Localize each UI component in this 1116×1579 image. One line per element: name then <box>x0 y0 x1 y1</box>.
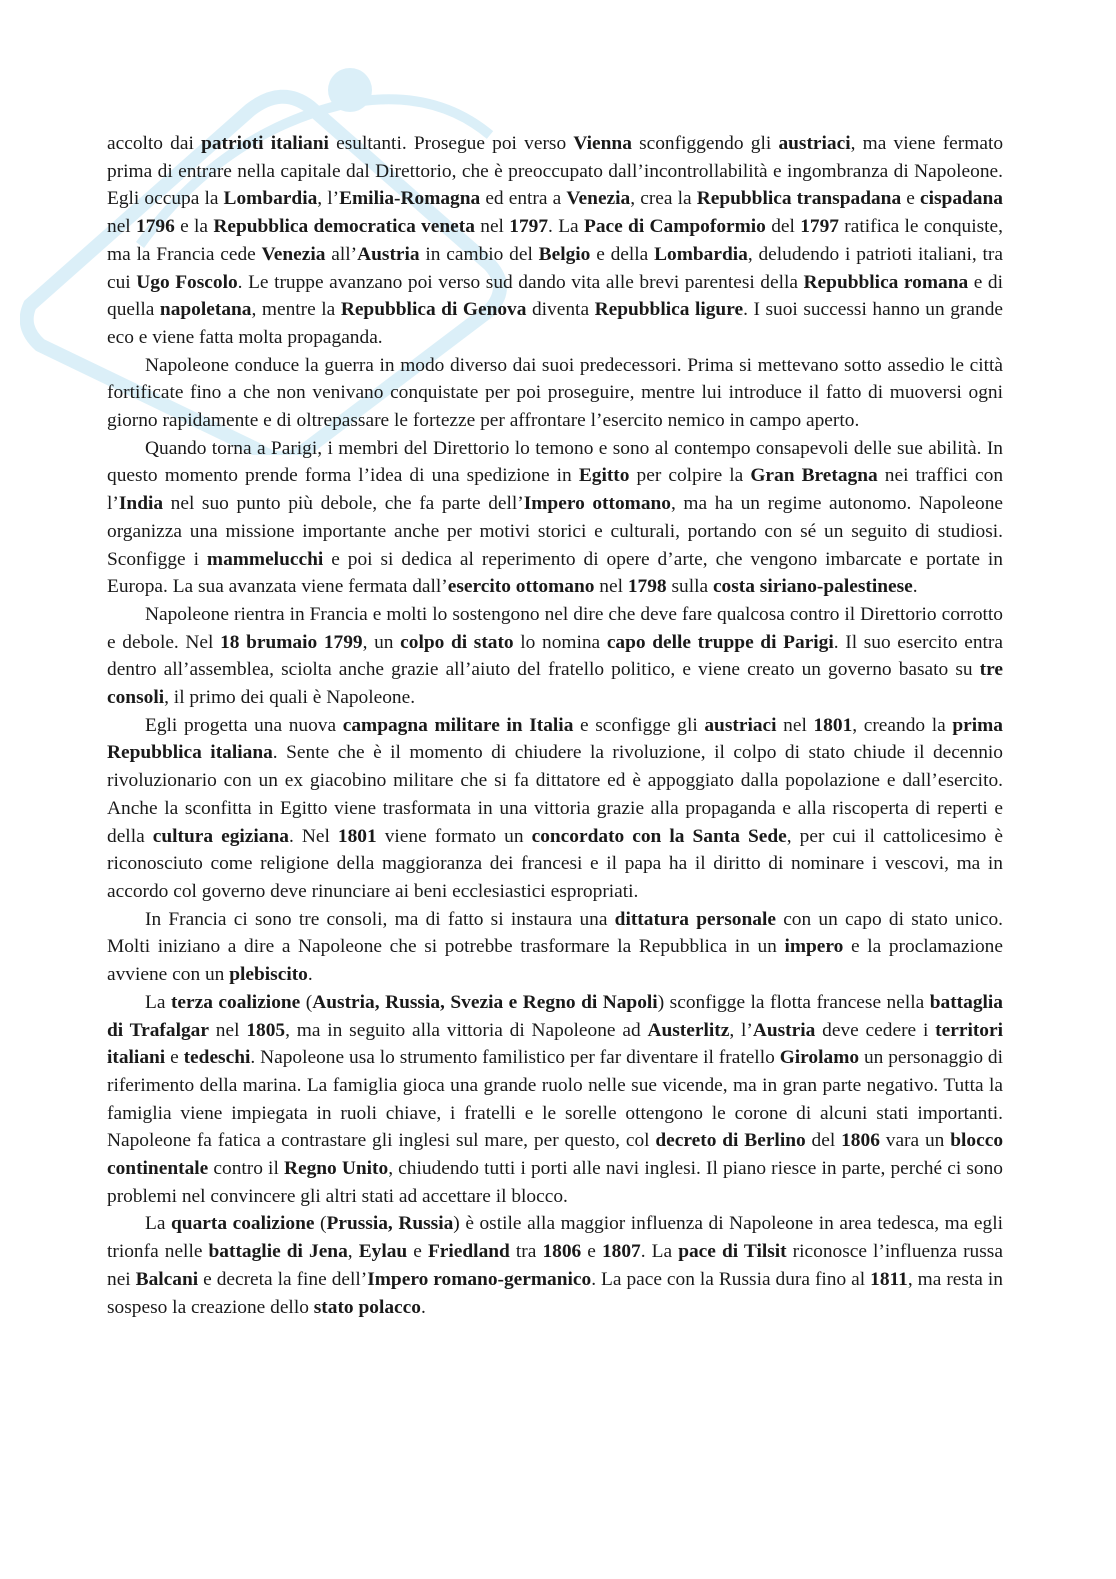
bold-term: 1796 <box>136 216 175 238</box>
text-run: nel suo punto più debole, che fa parte dell’ <box>163 493 524 515</box>
text-run: sconfiggendo gli <box>631 133 779 154</box>
paragraph <box>107 435 1003 601</box>
bold-term: Austerlitz <box>647 1019 730 1041</box>
bold-term: Girolamo <box>779 1047 860 1069</box>
bold-term: austriaci <box>778 133 851 154</box>
bold-term: 1806 <box>841 1130 880 1152</box>
bold-term: 1798 <box>627 576 667 598</box>
bold-term: tre consoli <box>107 659 1003 709</box>
bold-term: Austria <box>752 1019 816 1041</box>
bold-term: mammelucchi <box>206 548 324 570</box>
text-run: . La <box>548 216 584 238</box>
document-body <box>107 130 1003 1321</box>
text-run: sulla <box>666 576 713 598</box>
bold-term: Austria, Russia, Svezia e Regno di Napoli <box>312 991 658 1013</box>
bold-term: cispadana <box>920 188 1003 210</box>
bold-term: India <box>118 493 164 515</box>
bold-term: Pace di Campoformio <box>583 216 766 238</box>
bold-term: quarta coalizione <box>171 1213 315 1235</box>
text-run: , per cui il cattolicesimo è riconosciuto come religione della maggioranza dei francesi e il papa ha il diritto di nominare i vescovi, ma in accordo col governo deve rinunciare ai beni ecclesiastici espropriati. <box>107 825 1004 902</box>
bold-term: Lombardia <box>654 243 748 265</box>
text-run: del <box>805 1130 842 1152</box>
bold-term: patrioti italiani <box>201 133 329 154</box>
bold-term: 1797 <box>800 216 839 238</box>
bold-term: Repubblica di Genova <box>340 299 527 321</box>
text-run: . Napoleone usa lo strumento familistico per far diventare il fratello <box>250 1047 780 1069</box>
bold-term: 1801 <box>337 825 377 847</box>
bold-term: Regno Unito <box>283 1158 389 1180</box>
text-run: diventa <box>526 299 595 321</box>
bold-term: Ugo Foscolo <box>136 271 238 293</box>
text-run: , un <box>362 631 401 653</box>
bold-term: Austria <box>357 243 420 265</box>
paragraph <box>107 989 1003 1211</box>
bold-term: austriaci <box>704 714 777 736</box>
text-run: In Francia ci sono tre consoli, ma di fatto si instaura una <box>145 908 615 930</box>
text-run: accolto dai <box>107 133 202 154</box>
text-run: viene formato un <box>376 825 532 847</box>
text-run: . I suoi successi hanno un grande eco e viene fatta molta propaganda. <box>107 299 1003 348</box>
text-run: ) sconfigge la flotta francese nella <box>657 991 930 1013</box>
bold-term: Belgio <box>538 243 591 265</box>
text-run: , ma resta in sospeso la creazione dello <box>107 1268 1003 1318</box>
text-run: , l’ <box>317 188 340 210</box>
bold-term: Venezia <box>261 243 326 265</box>
text-run: e la proclamazione avviene con un <box>107 936 1003 986</box>
text-run: nel <box>776 714 814 736</box>
text-run: Napoleone rientra in Francia e molti lo sostengono nel dire che deve fare qualcosa contro il Direttorio corrotto e debole. Nel <box>107 603 1003 653</box>
text-run: e sconfigge gli <box>573 714 705 736</box>
bold-term: Repubblica democratica veneta <box>213 216 475 238</box>
bold-term: tedeschi <box>183 1047 251 1069</box>
bold-term: plebiscito <box>229 964 308 986</box>
text-run: nel <box>208 1019 247 1041</box>
text-run: , mentre la <box>251 299 341 321</box>
bold-term: 1806 <box>542 1241 582 1263</box>
bold-term: Prussia, Russia <box>326 1213 454 1235</box>
text-run: lo nomina <box>513 631 607 653</box>
text-run: . <box>307 964 313 986</box>
bold-term: 18 brumaio 1799 <box>220 631 363 653</box>
text-run: e poi si dedica al reperimento di opere d’arte, che vengono imbarcate e portate in Europa. La sua avanzata viene fermata dall’ <box>107 548 1003 598</box>
text-run: nel <box>107 216 137 238</box>
paragraph <box>107 906 1003 989</box>
text-run: ( <box>300 991 313 1013</box>
bold-term: stato polacco <box>313 1296 421 1318</box>
bold-term: territori italiani <box>107 1019 1003 1069</box>
bold-term: Repubblica ligure <box>594 299 744 321</box>
bold-term: Repubblica transpadana <box>696 188 902 210</box>
text-run: , ma viene fermato prima di entrare nella capitale dal Direttorio, che è preoccupato dall’incontrollabilità e ingombranza di Napoleone. Egli occupa la <box>107 133 1004 210</box>
text-run: e la <box>174 216 214 238</box>
text-run: La <box>145 1213 172 1235</box>
bold-term: battaglia di Trafalgar <box>107 991 1004 1041</box>
text-run: per colpire la <box>629 465 751 487</box>
paragraph <box>107 712 1003 906</box>
text-run: contro il <box>208 1158 284 1180</box>
text-run: e <box>407 1241 428 1263</box>
text-run: La <box>145 991 171 1013</box>
bold-term: cultura egiziana <box>152 825 289 847</box>
bold-term: terza coalizione <box>170 991 301 1013</box>
bold-term: Eylau <box>358 1241 408 1263</box>
bold-term: Vienna <box>573 133 632 154</box>
text-run: nel <box>474 216 510 238</box>
text-run: . La <box>640 1241 679 1263</box>
text-run: . Sente che è il momento di chiudere la rivoluzione, il colpo di stato chiude il decennio rivoluzionario con un ex giacobino militare che si fa dittatore ed è appoggiato dalla popolazione e dall’esercito. Anche la sconfitta in Egitto viene trasformata in una vittoria grazie alla propaganda e alla riscoperta di reperti e della <box>107 742 1003 847</box>
text-run: , <box>347 1241 359 1263</box>
text-run: , il primo dei quali è Napoleone. <box>164 687 416 709</box>
bold-term: 1797 <box>509 216 549 238</box>
bold-term: costa siriano-palestinese <box>712 576 913 598</box>
text-run: Quando torna a Parigi, i membri del Direttorio lo temono e sono al contempo consapevoli delle sue abilità. In questo momento prende forma l’idea di una spedizione in <box>107 437 1003 487</box>
text-run: e <box>901 188 920 210</box>
bold-term: prima Repubblica italiana <box>107 714 1003 764</box>
paragraph <box>107 352 1003 435</box>
text-run: e <box>581 1241 602 1263</box>
bold-term: Repubblica romana <box>803 271 969 293</box>
bold-term: Friedland <box>427 1241 510 1263</box>
text-run: . La pace con la Russia dura fino al <box>591 1268 871 1290</box>
text-run: . Nel <box>288 825 338 847</box>
text-run: Egli progetta una nuova <box>145 714 343 736</box>
text-run: . <box>420 1296 426 1318</box>
bold-term: Gran Bretagna <box>750 465 878 487</box>
bold-term: pace di Tilsit <box>678 1241 787 1263</box>
text-run: tra <box>509 1241 543 1263</box>
paragraph <box>107 1210 1003 1321</box>
text-run: all’ <box>325 243 358 265</box>
text-run: . Il suo esercito entra dentro all’assemblea, sciolta anche grazie all’aiuto del fratello politico, e viene creato un governo basato su <box>107 631 1003 681</box>
text-run: e della <box>590 243 655 265</box>
text-run: del <box>765 216 801 238</box>
text-run: . Le truppe avanzano poi verso sud dando vita alle brevi parentesi della <box>237 271 804 293</box>
bold-term: esercito ottomano <box>447 576 595 598</box>
bold-term: 1811 <box>870 1268 908 1290</box>
bold-term: dittatura personale <box>614 908 776 930</box>
text-run: ( <box>314 1213 327 1235</box>
bold-term: Venezia <box>566 188 631 210</box>
bold-term: battaglie di Jena <box>208 1241 348 1263</box>
bold-term: blocco continentale <box>107 1130 1004 1180</box>
text-run: nei traffici con l’ <box>107 465 1004 515</box>
text-run: Napoleone conduce la guerra in modo diverso dai suoi predecessori. Prima si mettevano sotto assedio le città fortificate fino a che non venivano conquistate per poi proseguire, mentre lui introduce il fatto di muoversi ogni giorno rapidamente e di oltrepassare le fortezze per affrontare l’esercito nemico in campo aperto. <box>107 354 1003 432</box>
bold-term: colpo di stato <box>400 631 514 653</box>
bold-term: Impero ottomano <box>523 493 671 515</box>
bold-term: Egitto <box>578 465 630 487</box>
text-run: e <box>165 1047 184 1069</box>
text-run: . <box>912 576 918 598</box>
bold-term: Balcani <box>135 1268 199 1290</box>
text-run: , crea la <box>630 188 697 210</box>
bold-term: capo delle truppe di Parigi <box>606 631 834 653</box>
bold-term: 1807 <box>601 1241 641 1263</box>
text-run: , chiudendo tutti i porti alle navi inglesi. Il piano riesce in parte, perché ci sono problemi nel convincere gli altri stati ad accettare il blocco. <box>107 1158 1003 1207</box>
text-run: un personaggio di riferimento della marina. La famiglia gioca una grande ruolo nelle sue vicende, ma in gran parte negativo. Tutta la famiglia viene impiegata in ruoli chiave, i fratelli e le sorelle ottengono le corone di alcuni stati importanti. Napoleone fa fatica a contrastare gli inglesi sul mare, per questo, col <box>107 1047 1003 1152</box>
paragraph <box>107 601 1003 712</box>
text-run: , deludendo i patrioti italiani, tra cui <box>107 243 1003 293</box>
bold-term: concordato con la Santa Sede <box>531 825 787 847</box>
text-run: , creando la <box>852 714 953 736</box>
text-run: vara un <box>879 1130 951 1152</box>
text-run: deve cedere i <box>815 1019 936 1041</box>
paragraph <box>107 130 1003 352</box>
text-run: con un capo di stato unico. Molti iniziano a dire a Napoleone che si potrebbe trasformare la Repubblica in un <box>107 908 1003 958</box>
bold-term: 1801 <box>813 714 853 736</box>
text-run: ) è ostile alla maggior influenza di Napoleone in area tedesca, ma egli trionfa nelle <box>107 1213 1003 1263</box>
text-run: esultanti. Prosegue poi verso <box>328 133 574 154</box>
text-run: ratifica le conquiste, ma la Francia cede <box>107 216 1003 265</box>
text-run: , ma in seguito alla vittoria di Napoleone ad <box>285 1019 648 1041</box>
text-run: e di quella <box>107 271 1003 321</box>
text-run: e decreta la fine dell’ <box>198 1268 368 1290</box>
bold-term: Lombardia <box>223 188 318 210</box>
text-run: nel <box>594 576 628 598</box>
bold-term: napoletana <box>159 299 252 321</box>
text-run: ed entra a <box>480 188 567 210</box>
bold-term: decreto di Berlino <box>655 1130 806 1152</box>
bold-term: Emilia-Romagna <box>339 188 481 210</box>
bold-term: impero <box>784 936 844 958</box>
text-run: in cambio del <box>419 243 539 265</box>
bold-term: Impero romano-germanico <box>367 1268 592 1290</box>
bold-term: 1805 <box>246 1019 286 1041</box>
text-run: riconosce l’influenza russa nei <box>107 1241 1003 1290</box>
bold-term: campagna militare in Italia <box>342 714 574 736</box>
text-run: , l’ <box>729 1019 753 1041</box>
text-run: , ma ha un regime autonomo. Napoleone organizza una missione importante anche per motivi storici e culturali, portando con sé un seguito di studiosi. Sconfigge i <box>107 493 1003 570</box>
watermark-dot-shape <box>328 68 372 112</box>
